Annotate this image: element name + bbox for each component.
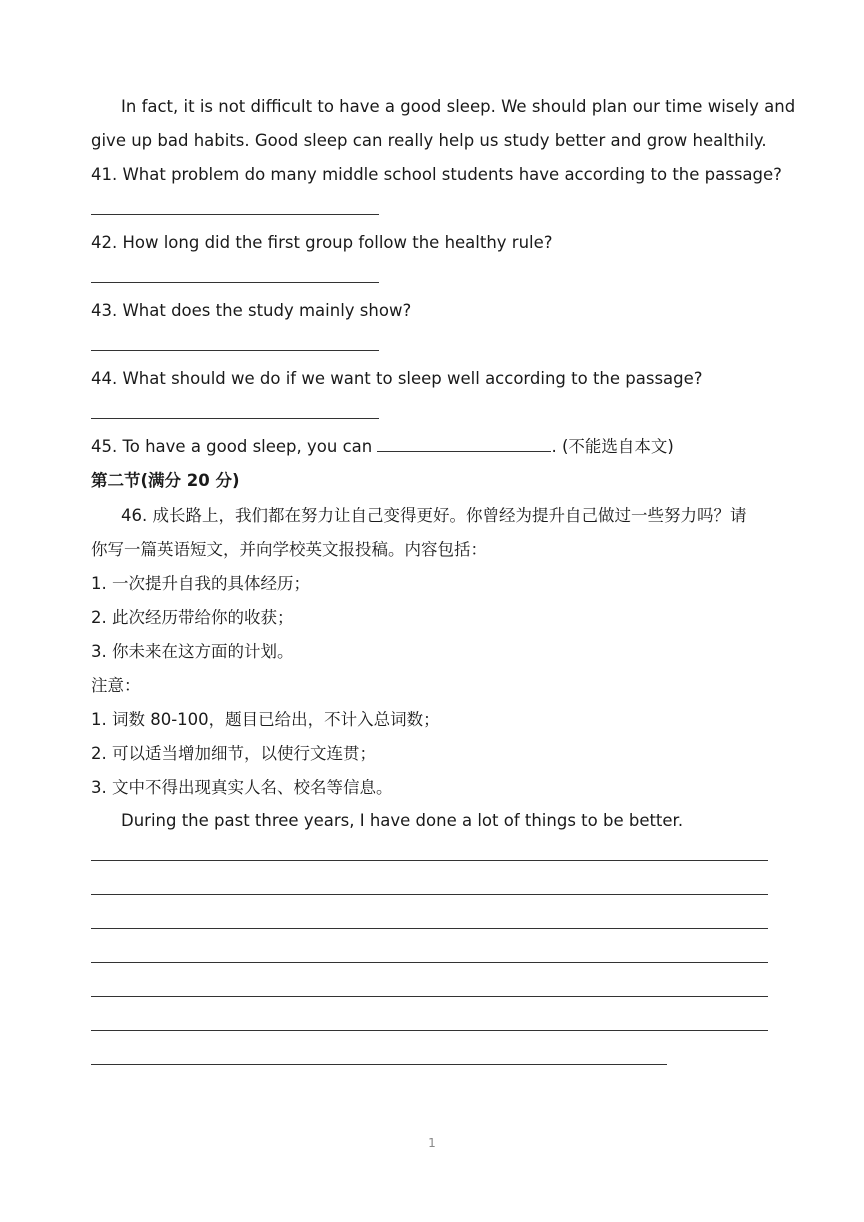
writing-line[interactable] — [91, 1064, 667, 1065]
writing-line[interactable] — [91, 1030, 768, 1031]
note-item: 2. 可以适当增加细节，以使行文连贯； — [91, 744, 376, 763]
passage-line-2: give up bad habits. Good sleep can really help us study better and grow healthily. — [91, 131, 767, 150]
question-45-suffix: . (不能选自本文) — [551, 437, 674, 456]
writing-line[interactable] — [91, 928, 768, 929]
content-item: 3. 你未来在这方面的计划。 — [91, 642, 294, 661]
answer-line-42[interactable] — [91, 282, 379, 283]
content-item: 2. 此次经历带给你的收获； — [91, 608, 294, 627]
prompt-line-2: 你写一篇英语短文，并向学校英文报投稿。内容包括： — [91, 540, 487, 559]
prompt-line-1: 46. 成长路上，我们都在努力让自己变得更好。你曾经为提升自己做过一些努力吗？请 — [121, 506, 747, 525]
answer-line-43[interactable] — [91, 350, 379, 351]
question-45-prefix: 45. To have a good sleep, you can — [91, 437, 373, 456]
page-number: 1 — [428, 1136, 436, 1150]
writing-line[interactable] — [91, 894, 768, 895]
notes-label: 注意： — [91, 676, 141, 695]
section-title: 第二节(满分 20 分) — [91, 471, 240, 490]
question-44: 44. What should we do if we want to sleep well according to the passage? — [91, 369, 703, 388]
question-43: 43. What does the study mainly show? — [91, 301, 412, 320]
note-item: 3. 文中不得出现真实人名、校名等信息。 — [91, 778, 393, 797]
passage-line-1: In fact, it is not difficult to have a good sleep. We should plan our time wisely and — [121, 97, 796, 116]
note-item: 1. 词数 80-100，题目已给出，不计入总词数； — [91, 710, 440, 729]
question-42: 42. How long did the first group follow the healthy rule? — [91, 233, 553, 252]
question-41: 41. What problem do many middle school students have according to the passage? — [91, 165, 782, 184]
writing-line[interactable] — [91, 860, 768, 861]
question-45 — [91, 437, 674, 457]
writing-line[interactable] — [91, 962, 768, 963]
answer-blank-45[interactable] — [377, 437, 551, 452]
opening-sentence: During the past three years, I have done a lot of things to be better. — [121, 811, 684, 830]
answer-line-44[interactable] — [91, 418, 379, 419]
content-item: 1. 一次提升自我的具体经历； — [91, 574, 310, 593]
answer-line-41[interactable] — [91, 214, 379, 215]
writing-line[interactable] — [91, 996, 768, 997]
